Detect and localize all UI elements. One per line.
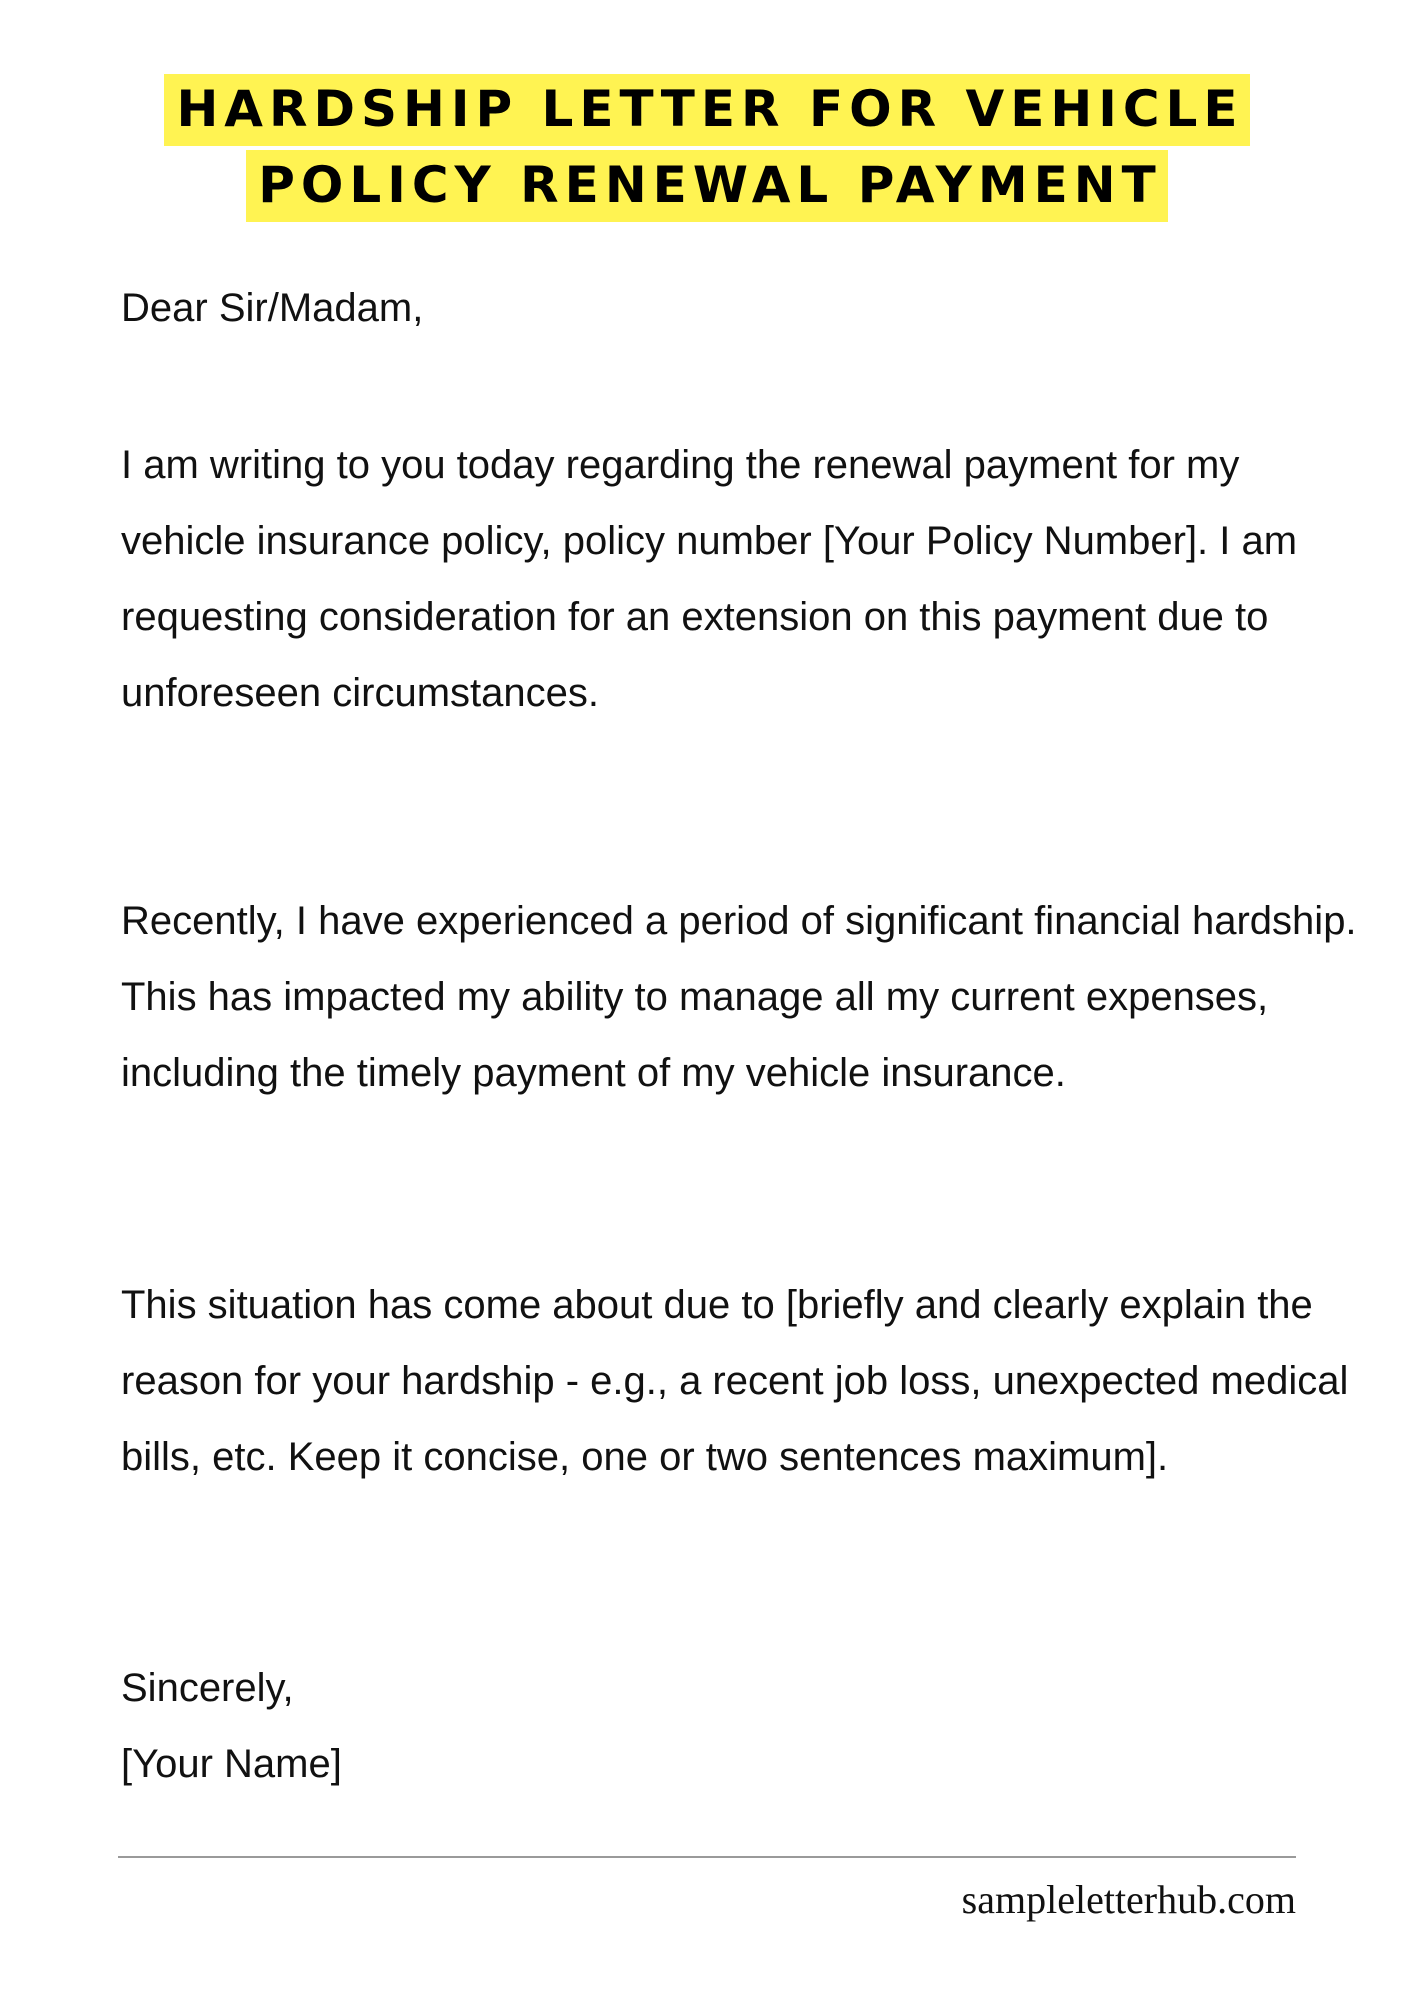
signature-placeholder: [Your Name] [121,1742,342,1786]
letter-title [0,74,1414,222]
paragraph-hardship: Recently, I have experienced a period of significant financial hardship. This has impacted my ability to manage all my current expenses, including the timely payment of my vehicle insurance. [121,899,1357,1095]
paragraph-request: I am writing to you today regarding the renewal payment for my vehicle insurance policy, policy number [Your Policy Number]. I am requesting consideration for an extension on this payment due to unforeseen circumstances. [121,443,1298,715]
paragraph-reason: This situation has come about due to [briefly and clearly explain the reason for your hardship - e.g., a recent job loss, unexpected medical bills, etc. Keep it concise, one or two sentences maximum]. [121,1283,1349,1479]
footer-site-name: sampleletterhub.com [961,1877,1296,1922]
closing-salutation: Sincerely, [121,1666,294,1710]
title-line-1: HARDSHIP LETTER FOR VEHICLE [164,74,1249,146]
closing-block [121,1650,1361,1802]
greeting: Dear Sir/Madam, [121,286,424,330]
footer-divider [118,1856,1296,1858]
title-line-2: POLICY RENEWAL PAYMENT [246,150,1167,222]
